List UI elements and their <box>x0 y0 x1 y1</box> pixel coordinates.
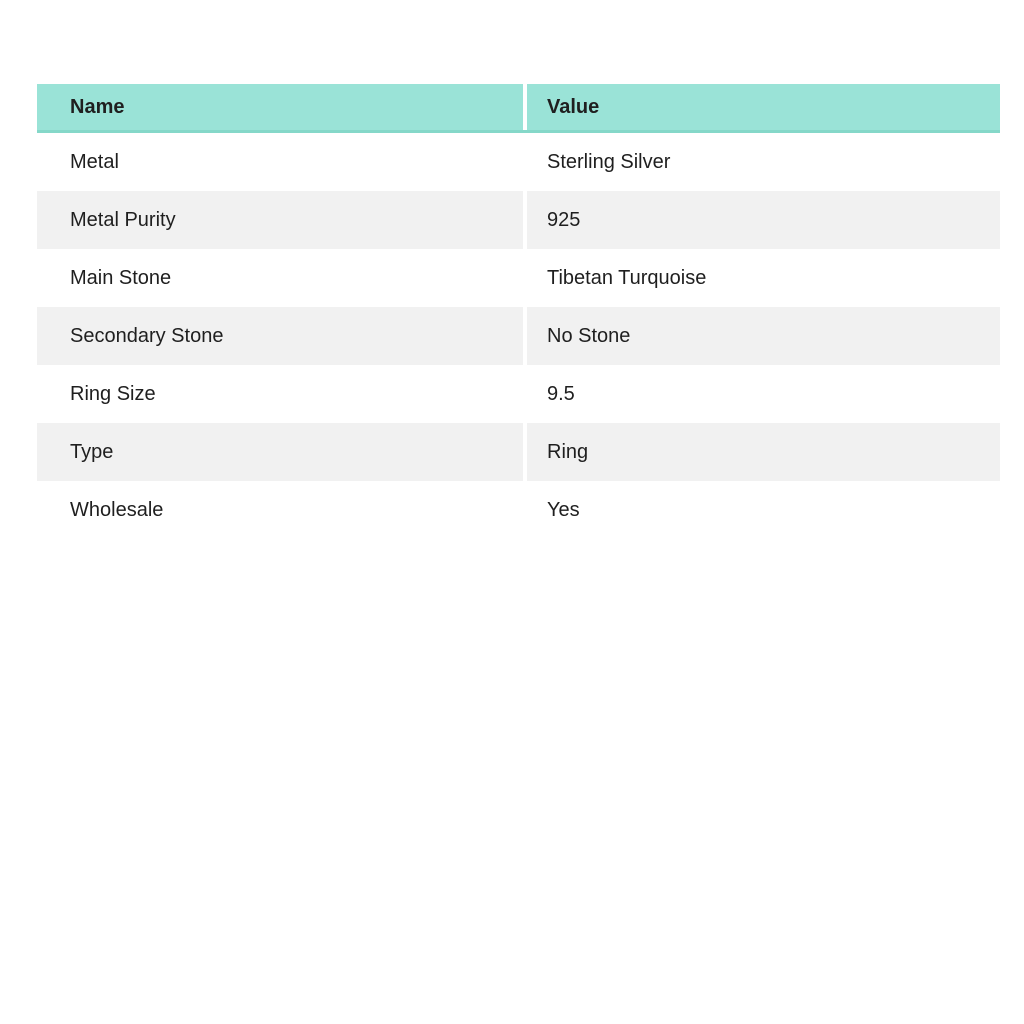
spec-value: Sterling Silver <box>547 150 671 173</box>
header-name-label: Name <box>70 95 125 118</box>
table-body <box>37 133 1000 539</box>
spec-name-cell <box>37 249 523 307</box>
spec-value-cell <box>523 133 1000 191</box>
spec-name: Ring Size <box>70 382 156 405</box>
spec-name-cell <box>37 191 523 249</box>
spec-value: 9.5 <box>547 382 575 405</box>
spec-value-cell <box>523 423 1000 481</box>
spec-name-cell <box>37 481 523 539</box>
header-cell-name <box>37 84 523 130</box>
spec-name: Type <box>70 440 114 463</box>
spec-name: Main Stone <box>70 266 172 289</box>
spec-name-cell <box>37 365 523 423</box>
spec-value: Tibetan Turquoise <box>547 266 707 289</box>
table-row <box>37 191 1000 249</box>
spec-value: No Stone <box>547 324 631 347</box>
table-row <box>37 307 1000 365</box>
spec-value: Yes <box>547 498 580 521</box>
table-row <box>37 365 1000 423</box>
table-row <box>37 133 1000 191</box>
spec-name-cell <box>37 307 523 365</box>
spec-name-cell <box>37 423 523 481</box>
spec-name: Metal Purity <box>70 208 176 231</box>
table-header-row <box>37 84 1000 133</box>
spec-name: Secondary Stone <box>70 324 224 347</box>
spec-name: Metal <box>70 150 119 173</box>
table-row <box>37 423 1000 481</box>
spec-value-cell <box>523 191 1000 249</box>
spec-name-cell <box>37 133 523 191</box>
header-cell-value <box>523 84 1000 130</box>
product-spec-table <box>37 84 1000 539</box>
spec-value-cell <box>523 307 1000 365</box>
spec-value-cell <box>523 481 1000 539</box>
header-value-label: Value <box>547 95 600 118</box>
spec-name: Wholesale <box>70 498 164 521</box>
spec-value: 925 <box>547 208 581 231</box>
spec-value-cell <box>523 365 1000 423</box>
spec-value-cell <box>523 249 1000 307</box>
table-row <box>37 481 1000 539</box>
table-row <box>37 249 1000 307</box>
spec-value: Ring <box>547 440 589 463</box>
